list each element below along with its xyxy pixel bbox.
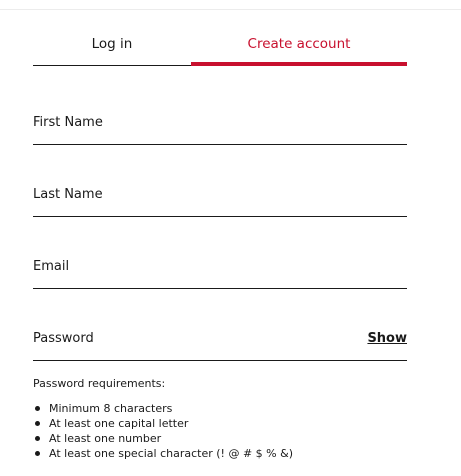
last-name-input[interactable] (33, 187, 411, 218)
last-name-field[interactable] (33, 187, 407, 217)
requirement-text: Minimum 8 characters (49, 402, 173, 415)
first-name-label: First Name (33, 115, 103, 130)
bullet-icon (35, 421, 40, 426)
first-name-input[interactable] (33, 115, 411, 146)
list-item (33, 431, 433, 446)
bullet-icon (35, 406, 40, 411)
list-item (33, 416, 433, 431)
tab-login[interactable]: Log in (33, 32, 191, 66)
list-item (33, 446, 433, 461)
bullet-icon (35, 451, 40, 456)
email-field[interactable] (33, 259, 407, 289)
requirement-text: At least one capital letter (49, 417, 189, 430)
password-label: Password (33, 331, 94, 346)
last-name-label: Last Name (33, 187, 103, 202)
password-requirements-title: Password requirements: (33, 377, 166, 390)
password-requirements-list (33, 401, 433, 461)
tab-create-account[interactable]: Create account (191, 32, 407, 66)
requirement-text: At least one special character (! @ # $ % &) (49, 447, 293, 460)
bullet-icon (35, 436, 40, 441)
email-input[interactable] (33, 259, 411, 290)
requirement-text: At least one number (49, 432, 162, 445)
password-input[interactable] (33, 331, 357, 362)
show-password-link[interactable]: Show (367, 331, 407, 346)
auth-tabs (33, 32, 407, 66)
list-item (33, 401, 433, 416)
email-label: Email (33, 259, 70, 274)
first-name-field[interactable] (33, 115, 407, 145)
password-field[interactable] (33, 331, 407, 361)
top-divider (0, 9, 461, 10)
